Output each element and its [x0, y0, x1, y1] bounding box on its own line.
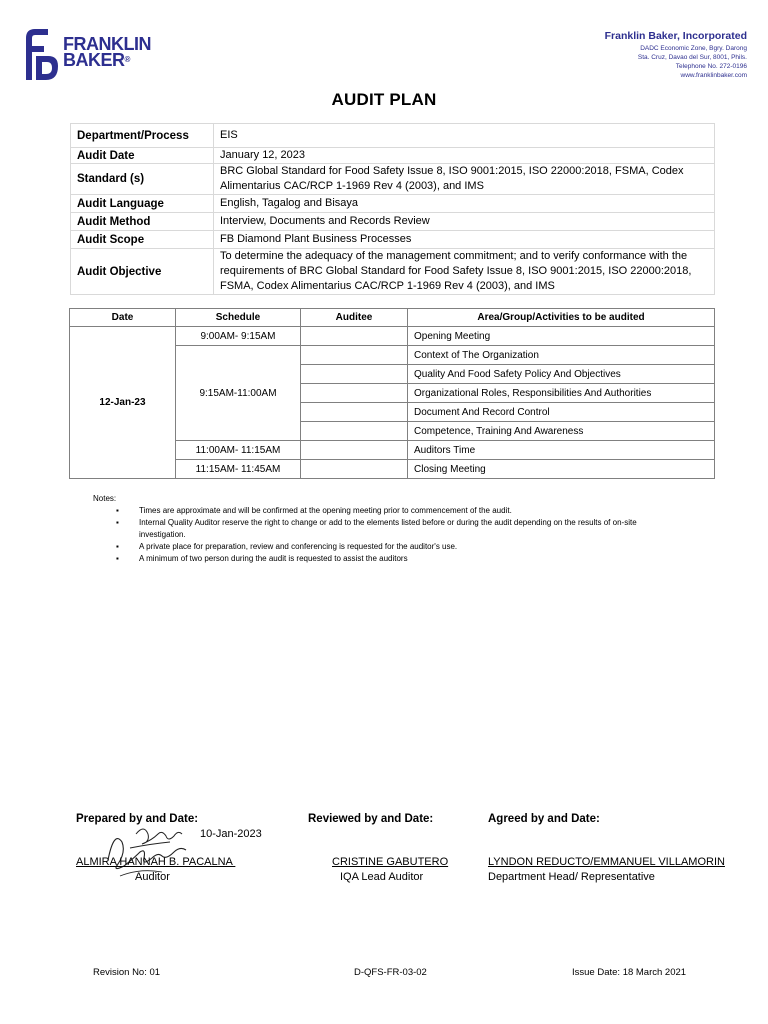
schedule-time: 9:15AM-11:00AM	[176, 346, 301, 441]
logo-line-1: FRANKLIN	[63, 34, 151, 54]
activity-cell: Closing Meeting	[408, 460, 715, 479]
auditee-cell	[301, 346, 408, 365]
page-title: AUDIT PLAN	[331, 90, 437, 109]
info-label: Standard (s)	[71, 164, 214, 195]
note-item: ▪ Times are approximate and will be confirmed at the opening meeting prior to commencement of the audit.	[139, 505, 683, 517]
info-value: FB Diamond Plant Business Processes	[214, 231, 715, 249]
activity-cell: Organizational Roles, Responsibilities And Authorities	[408, 384, 715, 403]
auditee-cell	[301, 365, 408, 384]
audit-schedule-table	[69, 308, 715, 479]
company-logo	[22, 26, 172, 84]
activity-cell: Competence, Training And Awareness	[408, 422, 715, 441]
info-value: Interview, Documents and Records Review	[214, 213, 715, 231]
auditee-cell	[301, 403, 408, 422]
reviewed-by-role: IQA Lead Auditor	[340, 871, 424, 883]
info-value: EIS	[214, 124, 715, 148]
company-address-block	[605, 30, 747, 80]
info-value: January 12, 2023	[214, 148, 715, 164]
info-label: Audit Language	[71, 195, 214, 213]
note-item: ▪ Internal Quality Auditor reserve the right to change or add to the elements listed before or during the audit depending on the results of on-site investigation.	[139, 517, 683, 541]
prepared-date: 10-Jan-2023	[200, 828, 262, 840]
note-item: ▪ A minimum of two person during the audit is requested to assist the auditors	[139, 553, 683, 565]
info-label: Audit Objective	[71, 249, 214, 295]
auditee-cell	[301, 460, 408, 479]
column-header: Schedule	[176, 309, 301, 327]
info-value: To determine the adequacy of the management commitment; and to verify conformance with the requirements of BRC Global Standard for Food Safety Issue 8, ISO 9001:2015, ISO 22000:2018, FSMA, Codex Alimentarius CAC/RCP 1-1969 Rev 4 (2003), and IMS	[214, 249, 715, 295]
reviewed-by-heading: Reviewed by and Date:	[308, 813, 434, 825]
info-row	[71, 249, 715, 295]
document-code: D-QFS-FR-03-02	[354, 967, 427, 978]
info-value: BRC Global Standard for Food Safety Issue 8, ISO 9001:2015, ISO 22000:2018, FSMA, Codex Alimentarius CAC/RCP 1-1969 Rev 4 (2003), and IMS	[214, 164, 715, 195]
address-line: DADC Economic Zone, Bgry. Darong	[640, 45, 747, 52]
company-name: Franklin Baker, Incorporated	[604, 30, 747, 42]
issue-date: Issue Date: 18 March 2021	[572, 967, 687, 978]
activity-cell: Context of The Organization	[408, 346, 715, 365]
reviewed-by-name: CRISTINE GABUTERO	[332, 856, 449, 868]
column-header: Auditee	[301, 309, 408, 327]
auditee-cell	[301, 422, 408, 441]
auditee-cell	[301, 384, 408, 403]
activity-cell: Opening Meeting	[408, 327, 715, 346]
schedule-time: 11:15AM- 11:45AM	[176, 460, 301, 479]
prepared-by-role: Auditor	[135, 871, 170, 883]
address-line: Sta. Cruz, Davao del Sur, 8001, Phils.	[637, 54, 747, 61]
schedule-header-row	[70, 309, 715, 327]
schedule-date: 12-Jan-23	[70, 327, 176, 479]
agreed-by-heading: Agreed by and Date:	[488, 813, 600, 825]
column-header: Date	[70, 309, 176, 327]
info-label: Audit Scope	[71, 231, 214, 249]
revision-number: Revision No: 01	[93, 967, 161, 978]
activity-cell: Auditors Time	[408, 441, 715, 460]
info-row	[71, 148, 715, 164]
info-label: Audit Method	[71, 213, 214, 231]
info-row	[71, 195, 715, 213]
notes-label: Notes:	[93, 494, 117, 503]
table-row	[70, 327, 715, 346]
info-label: Audit Date	[71, 148, 214, 164]
info-label: Department/Process	[71, 124, 214, 148]
fb-monogram-icon	[22, 26, 62, 84]
notes-list	[93, 505, 683, 565]
schedule-time: 11:00AM- 11:15AM	[176, 441, 301, 460]
activity-cell: Quality And Food Safety Policy And Objectives	[408, 365, 715, 384]
prepared-by-name: ALMIRA HANNAH B. PACALNA	[76, 856, 236, 868]
notes-section	[93, 493, 683, 565]
info-row	[71, 164, 715, 195]
logo-line-2: BAKER®	[63, 50, 130, 70]
address-line: Telephone No. 272-0196	[675, 63, 747, 70]
schedule-time: 9:00AM- 9:15AM	[176, 327, 301, 346]
activity-cell: Document And Record Control	[408, 403, 715, 422]
agreed-by-role: Department Head/ Representative	[488, 871, 655, 883]
audit-info-table	[70, 123, 715, 295]
logo-wordmark	[63, 36, 151, 68]
column-header: Area/Group/Activities to be audited	[408, 309, 715, 327]
note-item: ▪ A private place for preparation, review and conferencing is requested for the auditor's use.	[139, 541, 683, 553]
agreed-by-name: LYNDON REDUCTO/EMMANUEL VILLAMORIN	[488, 856, 725, 868]
info-row	[71, 231, 715, 249]
auditee-cell	[301, 327, 408, 346]
auditee-cell	[301, 441, 408, 460]
info-value: English, Tagalog and Bisaya	[214, 195, 715, 213]
info-row	[71, 124, 715, 148]
prepared-by-heading: Prepared by and Date:	[76, 813, 199, 825]
info-row	[71, 213, 715, 231]
address-line: www.franklinbaker.com	[680, 72, 747, 79]
